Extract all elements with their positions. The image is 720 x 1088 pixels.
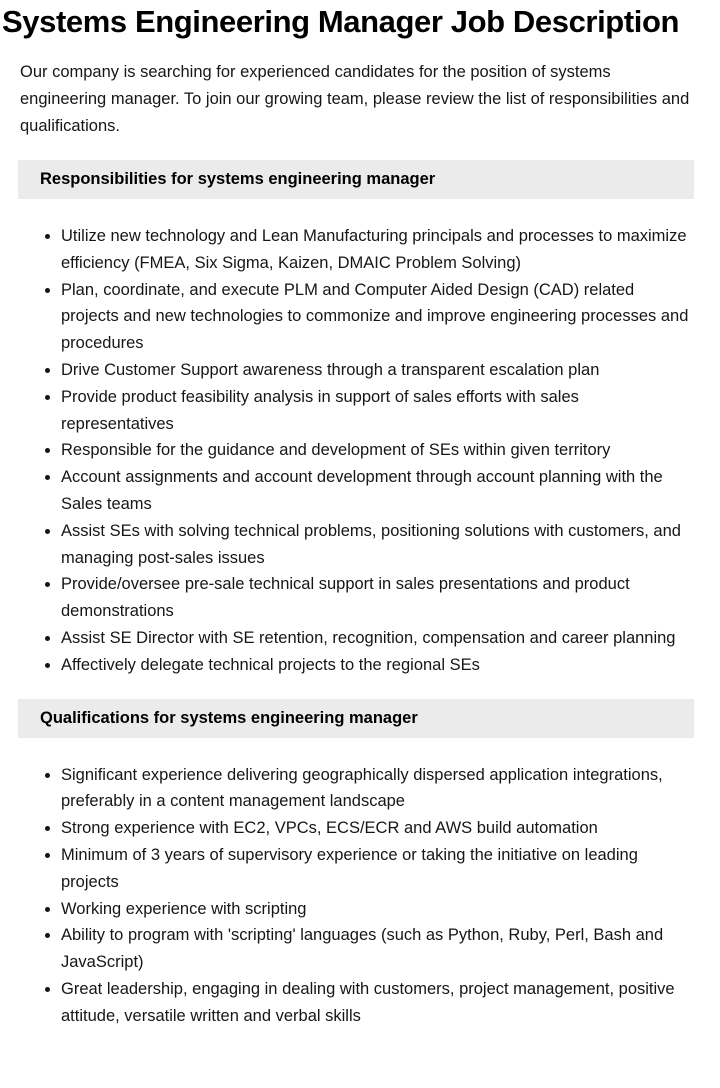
- section-heading: Responsibilities for systems engineering manager: [40, 170, 436, 188]
- job-description-page: [0, 4, 720, 1030]
- section-header-responsibilities: [18, 160, 694, 199]
- list-item: • Utilize new technology and Lean Manufacturing principals and processes to maximize efficiency (FMEA, Six Sigma, Kaizen, DMAIC Problem Solving): [61, 223, 696, 277]
- list-item: • Assist SE Director with SE retention, recognition, compensation and career planning: [61, 625, 696, 652]
- list-item: • Assist SEs with solving technical problems, positioning solutions with customers, and managing post-sales issues: [61, 518, 696, 572]
- section-qualifications: [0, 699, 720, 1030]
- section-header-qualifications: [18, 699, 694, 738]
- list-item: • Working experience with scripting: [61, 896, 696, 923]
- list-item: • Strong experience with EC2, VPCs, ECS/ECR and AWS build automation: [61, 815, 696, 842]
- list-item: • Great leadership, engaging in dealing with customers, project management, positive attitude, versatile written and verbal skills: [61, 976, 696, 1030]
- list-item: • Provide product feasibility analysis in support of sales efforts with sales representatives: [61, 384, 696, 438]
- qualifications-list: [0, 762, 696, 1030]
- list-item: • Account assignments and account development through account planning with the Sales teams: [61, 464, 696, 518]
- section-heading: Qualifications for systems engineering manager: [40, 708, 418, 727]
- intro-paragraph: Our company is searching for experienced candidates for the position of systems engineering manager. To join our growing team, please review the list of responsibilities and qualifications.: [20, 63, 690, 135]
- section-responsibilities: [0, 160, 720, 679]
- list-item: • Ability to program with 'scripting' languages (such as Python, Ruby, Perl, Bash and JavaScript): [61, 922, 696, 976]
- list-item: • Minimum of 3 years of supervisory experience or taking the initiative on leading projects: [61, 842, 696, 896]
- list-item: • Drive Customer Support awareness through a transparent escalation plan: [61, 357, 696, 384]
- responsibilities-list: [0, 223, 696, 679]
- list-item: • Significant experience delivering geographically dispersed application integrations, preferably in a content management landscape: [61, 762, 696, 816]
- list-item: • Plan, coordinate, and execute PLM and Computer Aided Design (CAD) related projects and new technologies to commonize and improve engineering processes and procedures: [61, 277, 696, 357]
- list-item: • Affectively delegate technical projects to the regional SEs: [61, 652, 696, 679]
- page-title: Systems Engineering Manager Job Description: [2, 4, 680, 39]
- list-item: • Provide/oversee pre-sale technical support in sales presentations and product demonstrations: [61, 571, 696, 625]
- list-item: • Responsible for the guidance and development of SEs within given territory: [61, 437, 696, 464]
